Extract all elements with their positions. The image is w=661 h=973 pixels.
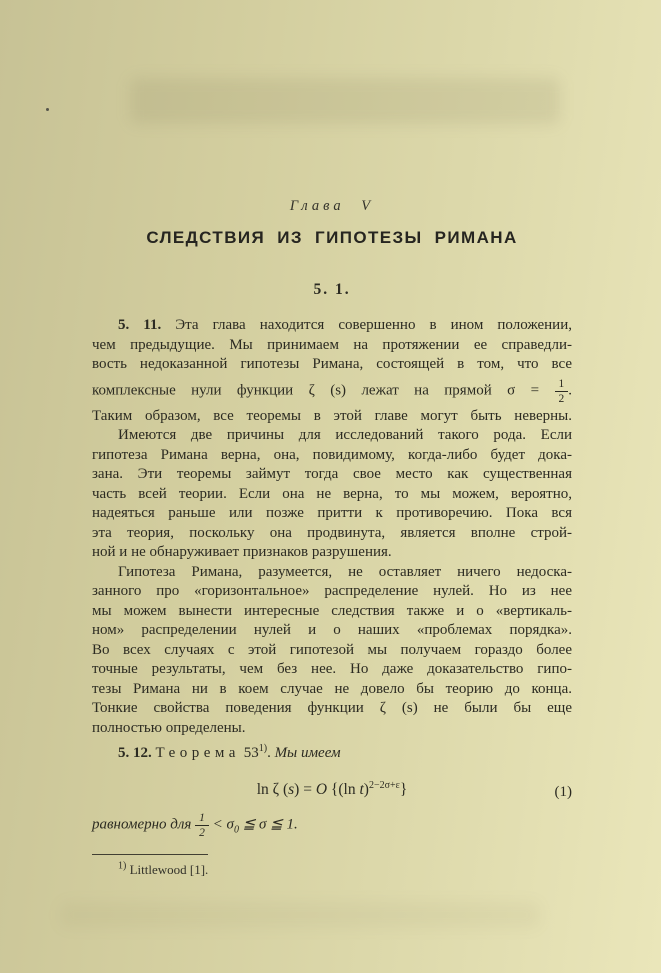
text-line: полностью определены. (92, 719, 246, 736)
condition-text: < σ (208, 816, 234, 833)
text-line: Гипотеза Римана, разумеется, не оставляет ничего недоска- (118, 563, 572, 580)
equation-text: ) (363, 780, 369, 798)
fraction-one-half (195, 812, 209, 840)
variable-s: s (288, 780, 295, 798)
equation-text: ln ζ ( (256, 780, 289, 798)
reverse-side-showthrough (60, 902, 540, 928)
text-line: занного про «горизонтальное» распределение нулей. Но из нее (92, 583, 572, 599)
equation-text: } (399, 780, 408, 798)
text-line-rest: Эта глава находится совершенно в ином положении, (161, 317, 572, 333)
text-line: часть всей теории. Если она не верна, то мы можем, вероятно, (92, 485, 572, 502)
text-line: Таким образом, все теоремы в этой главе могут быть неверны. (92, 407, 572, 424)
footnote (92, 862, 572, 878)
theorem-statement (92, 744, 572, 764)
theorem-lead-in: Мы имеем (274, 745, 341, 761)
text-line: гипотеза Римана верна, она, повидимому, когда-либо будет дока- (92, 446, 572, 463)
big-o-symbol: O (315, 780, 328, 798)
footnote-text: Littlewood [1]. (126, 861, 209, 877)
fraction-line-pre: комплексные нули функции ζ (s) лежат на прямой σ = (92, 382, 555, 399)
text-line-with-fraction (92, 375, 572, 407)
paragraph-3 (92, 563, 572, 739)
footnote-divider (92, 854, 208, 855)
theorem-period: . (267, 745, 275, 761)
fraction-denominator: 2 (195, 825, 209, 840)
fraction-line-post: . (568, 382, 572, 399)
reverse-side-showthrough (130, 78, 560, 124)
sigma-subscript: 0 (233, 824, 239, 836)
theorem-number: 53 (239, 745, 259, 761)
equation-body (257, 781, 408, 798)
text-line: чем предыдущие. Мы принимаем на протяжении ее справедли- (92, 336, 572, 353)
fraction-one-half (555, 378, 569, 406)
footnote-marker: 1) (118, 860, 127, 872)
footnote-marker: 1) (258, 743, 268, 754)
text-line: ном» распределении нулей и о наших «проблемах порядка». (92, 622, 572, 638)
page-content (92, 198, 572, 878)
text-line: ной и не обнаруживает признаков разрушения. (92, 544, 392, 560)
equation-text: ) = (294, 780, 316, 798)
equation-1 (92, 778, 572, 802)
equation-exponent: 2−2σ+ε (368, 779, 400, 791)
fraction-numerator: 1 (558, 377, 565, 390)
text-line (92, 316, 572, 336)
subsection-label: 5. 11. (118, 317, 162, 333)
paragraph-2 (92, 426, 572, 563)
text-line: тезы Римана ни в коем случае не довело бы теорию до конца. (92, 680, 572, 697)
theorem-word: Теорема (155, 745, 240, 761)
variable-t: t (359, 780, 364, 798)
paragraph-1 (92, 316, 572, 426)
text-line: Во всех случаях с этой гипотезой мы получаем гораздо более (92, 641, 572, 658)
fraction-numerator: 1 (199, 811, 205, 824)
text-line: точные результаты, чем без нее. Но даже доказательство гипо- (92, 661, 572, 677)
text-line: Тонкие свойства поведения функции ζ (s) не были бы еще (92, 700, 572, 716)
chapter-heading: Глава V (289, 198, 375, 214)
section-number: 5. 1. (313, 281, 351, 298)
text-line: вость недоказанной гипотезы Римана, состоящей в том, что все (92, 356, 572, 372)
condition-text: ≦ σ ≦ 1. (238, 816, 298, 833)
equation-number: (1) (554, 783, 572, 800)
text-line: зана. Эти теоремы займут тогда свое место как существенная (92, 466, 572, 482)
condition-text: равномерно для (92, 816, 196, 833)
subsection-label: 5. 12. (118, 745, 156, 761)
text-line: эта теория, поскольку она продвинута, является вполне строй- (92, 524, 572, 541)
page-title: СЛЕДСТВИЯ ИЗ ГИПОТЕЗЫ РИМАНА (146, 228, 518, 247)
fraction-denominator: 2 (555, 391, 569, 406)
uniformity-condition (92, 812, 572, 840)
text-line: мы можем вынести интересные следствия также и о «вертикаль- (92, 602, 572, 619)
scan-speck (46, 108, 49, 111)
text-line: Имеются две причины для исследований такого рода. Если (118, 427, 572, 443)
text-line: надеяться раньше или позже притти к противоречию. Пока вся (92, 505, 572, 521)
equation-text: {(ln (327, 780, 360, 798)
